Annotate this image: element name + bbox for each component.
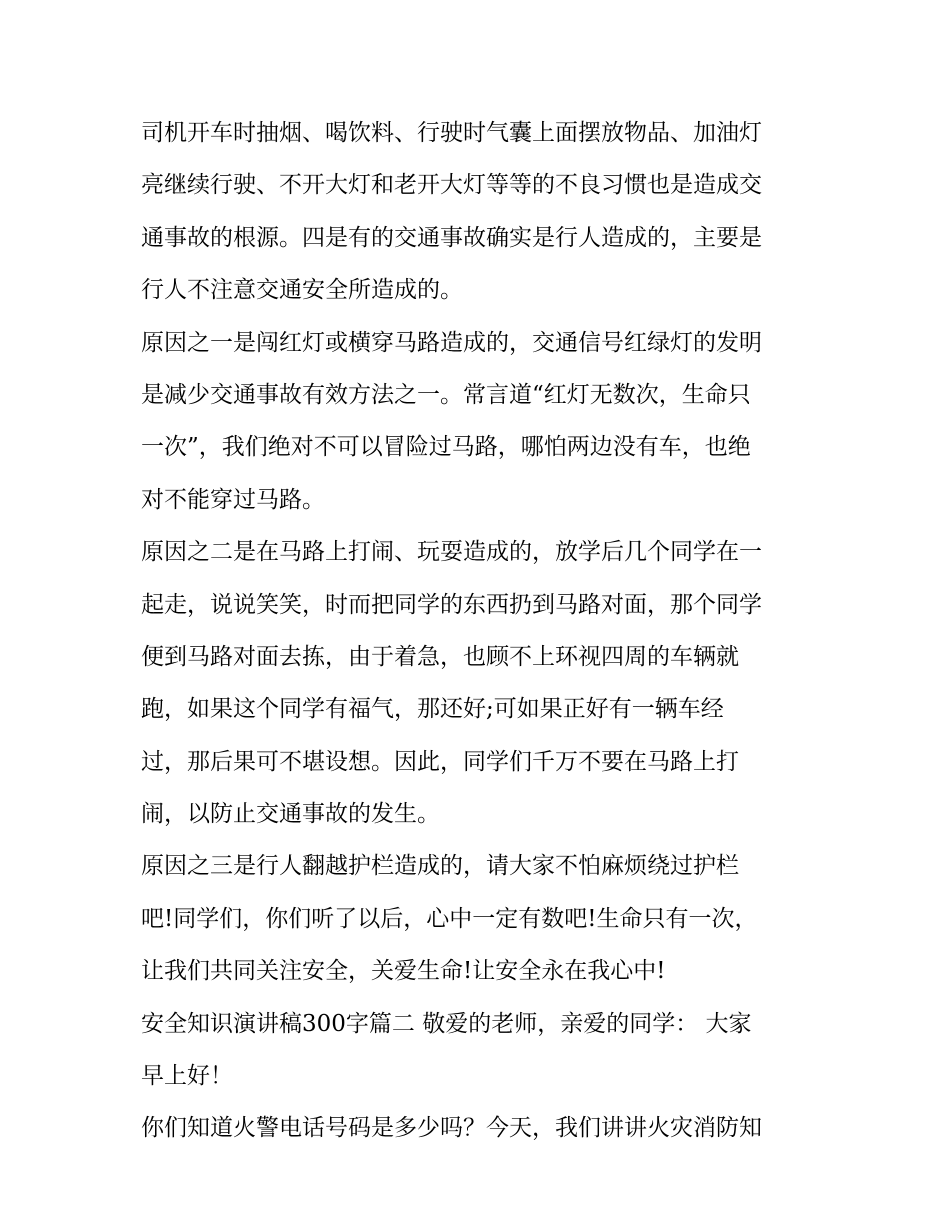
text-line: 是减少交通事故有效方法之一。常言道“红灯无数次，生命只 — [141, 381, 751, 408]
text-line: 你们知道火警电话号码是多少吗？今天，我们讲讲火灾消防知 — [141, 1115, 762, 1142]
text-line: 过，那后果可不堪设想。因此，同学们千万不要在马路上打 — [141, 748, 739, 775]
text-line: 安全知识演讲稿300字篇二 敬爱的老师，亲爱的同学： 大家 — [141, 1010, 752, 1037]
body-text — [141, 107, 821, 1155]
text-line: 亮继续行驶、不开大灯和老开大灯等等的不良习惯也是造成交 — [141, 172, 762, 199]
text-line: 吧!同学们，你们听了以后，心中一定有数吧!生命只有一次， — [141, 905, 758, 932]
text-line: 对不能穿过马路。 — [141, 486, 325, 513]
text-line: 原因之三是行人翻越护栏造成的，请大家不怕麻烦绕过护栏 — [141, 853, 739, 880]
text-line: 起走，说说笑笑，时而把同学的东西扔到马路对面，那个同学 — [141, 591, 762, 618]
text-line: 让我们共同关注安全，关爱生命!让安全永在我心中! — [141, 958, 666, 985]
text-line: 跑，如果这个同学有福气，那还好;可如果正好有一辆车经 — [141, 696, 724, 723]
text-line: 闹，以防止交通事故的发生。 — [141, 801, 440, 828]
text-line: 原因之二是在马路上打闹、玩耍造成的，放学后几个同学在一 — [141, 539, 762, 566]
text-line: 原因之一是闯红灯或横穿马路造成的，交通信号红绿灯的发明 — [141, 329, 762, 356]
text-line: 行人不注意交通安全所造成的。 — [141, 277, 463, 304]
text-line: 一次”，我们绝对不可以冒险过马路，哪怕两边没有车，也绝 — [141, 434, 751, 461]
text-line: 便到马路对面去拣，由于着急，也顾不上环视四周的车辆就 — [141, 643, 739, 670]
text-line: 司机开车时抽烟、喝饮料、行驶时气囊上面摆放物品、加油灯 — [141, 120, 762, 146]
text-line: 通事故的根源。四是有的交通事故确实是行人造成的，主要是 — [141, 224, 762, 251]
text-line: 早上好！ — [141, 1063, 233, 1090]
